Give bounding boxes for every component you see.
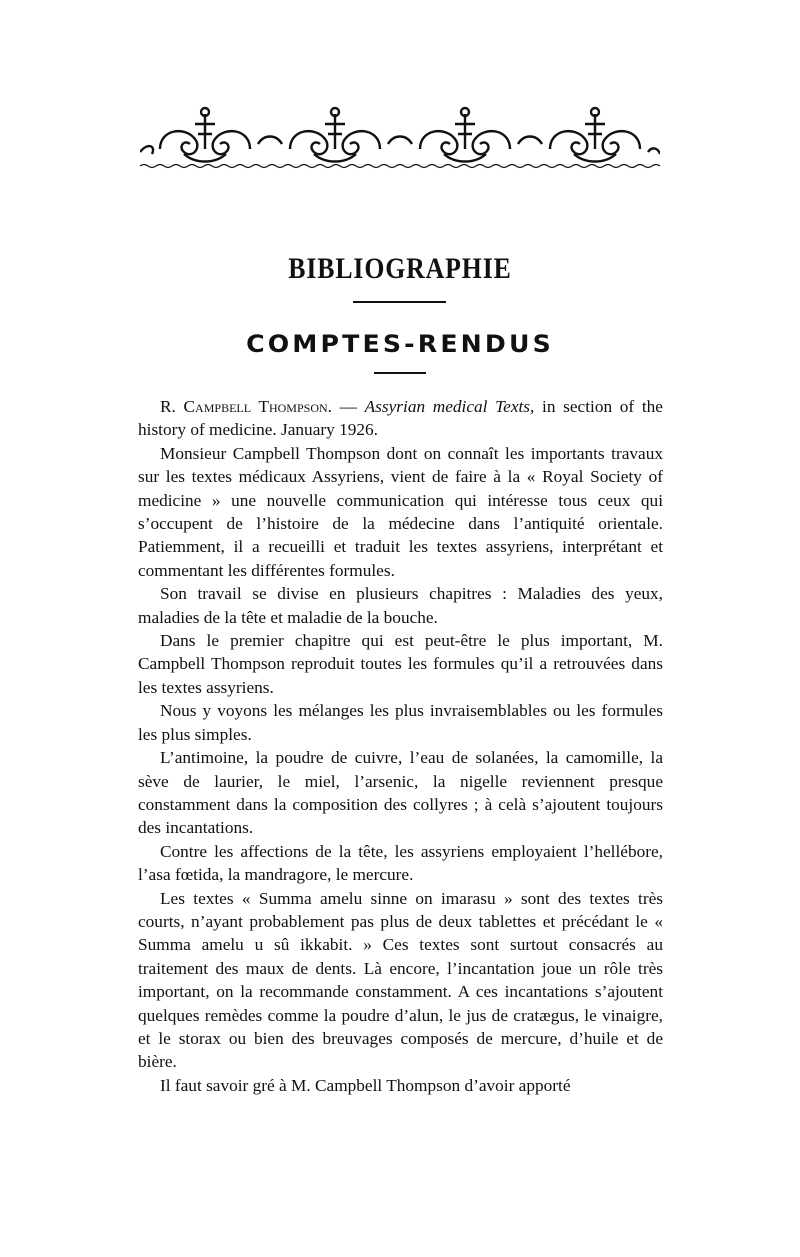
bibliographic-reference — [138, 395, 663, 442]
paragraph: Dans le premier chapitre qui est peut-être le plus important, M. Campbell Thompson reproduit toutes les formules qu’il a retrouvées dans les textes assyriens. — [138, 631, 663, 697]
reference-work-title: Assyrian medical Texts, — [364, 397, 535, 416]
title-divider — [353, 301, 446, 303]
body-text — [138, 395, 663, 1097]
section-subtitle: COMPTES-RENDUS — [246, 330, 554, 358]
paragraph: Il faut savoir gré à M. Campbell Thompson d’avoir apporté — [160, 1075, 571, 1095]
paragraph: Monsieur Campbell Thompson dont on connaît les importants travaux sur les textes médicaux Assyriens, vient de faire à la « Royal Society of medicine » une nouvelle communication qui intéresse tous ceux qui s’occupent de l’histoire de la médecine dans l’antiquité orientale. Patiemment, il a recueilli et traduit les textes assyriens, interprétant et commentant les différentes formules. — [138, 443, 663, 580]
paragraph: Les textes « Summa amelu sinne on imarasu » sont des textes très courts, n’ayant probablement pas plus de deux tablettes et précédant le « Summa amelu u sû ikkabit. » Ces textes sont surtout consacrés au traitement des maux de dents. Là encore, l’incantation joue un rôle très important, on la recommande constamment. A ces incantations s’ajoutent quelques remèdes comme la poudre d’alun, le jus de cratægus, le vinaigre, et le storax ou bien des breuvages composés de mercure, d’huile et de bière. — [138, 888, 663, 1072]
reference-initial: R. — [160, 397, 176, 416]
paragraph: Nous y voyons les mélanges les plus invraisemblables ou les formules les plus simples. — [138, 701, 663, 744]
decorative-ornament-band — [140, 104, 660, 174]
page-title: BIBLIOGRAPHIE — [288, 252, 512, 285]
paragraph: Son travail se divise en plusieurs chapitres : Maladies des yeux, maladies de la tête et maladie de la bouche. — [138, 584, 663, 627]
subtitle-divider — [374, 372, 426, 374]
ornament-unit — [160, 108, 250, 162]
reference-author: Campbell Thompson. — [183, 397, 332, 416]
paragraph: Contre les affections de la tête, les assyriens employaient l’hellébore, l’asa fœtida, la mandragore, le mercure. — [138, 841, 663, 885]
paragraph: L’antimoine, la poudre de cuivre, l’eau de solanées, la camomille, la sève de laurier, le miel, l’arsenic, la nigelle reviennent presque constamment dans la composition des collyres ; à celà s’ajoutent toujours des incantations. — [138, 748, 663, 838]
reference-details: in section of the history of medicine. January 1926. — [138, 397, 663, 440]
reference-dash: — — [339, 397, 357, 416]
